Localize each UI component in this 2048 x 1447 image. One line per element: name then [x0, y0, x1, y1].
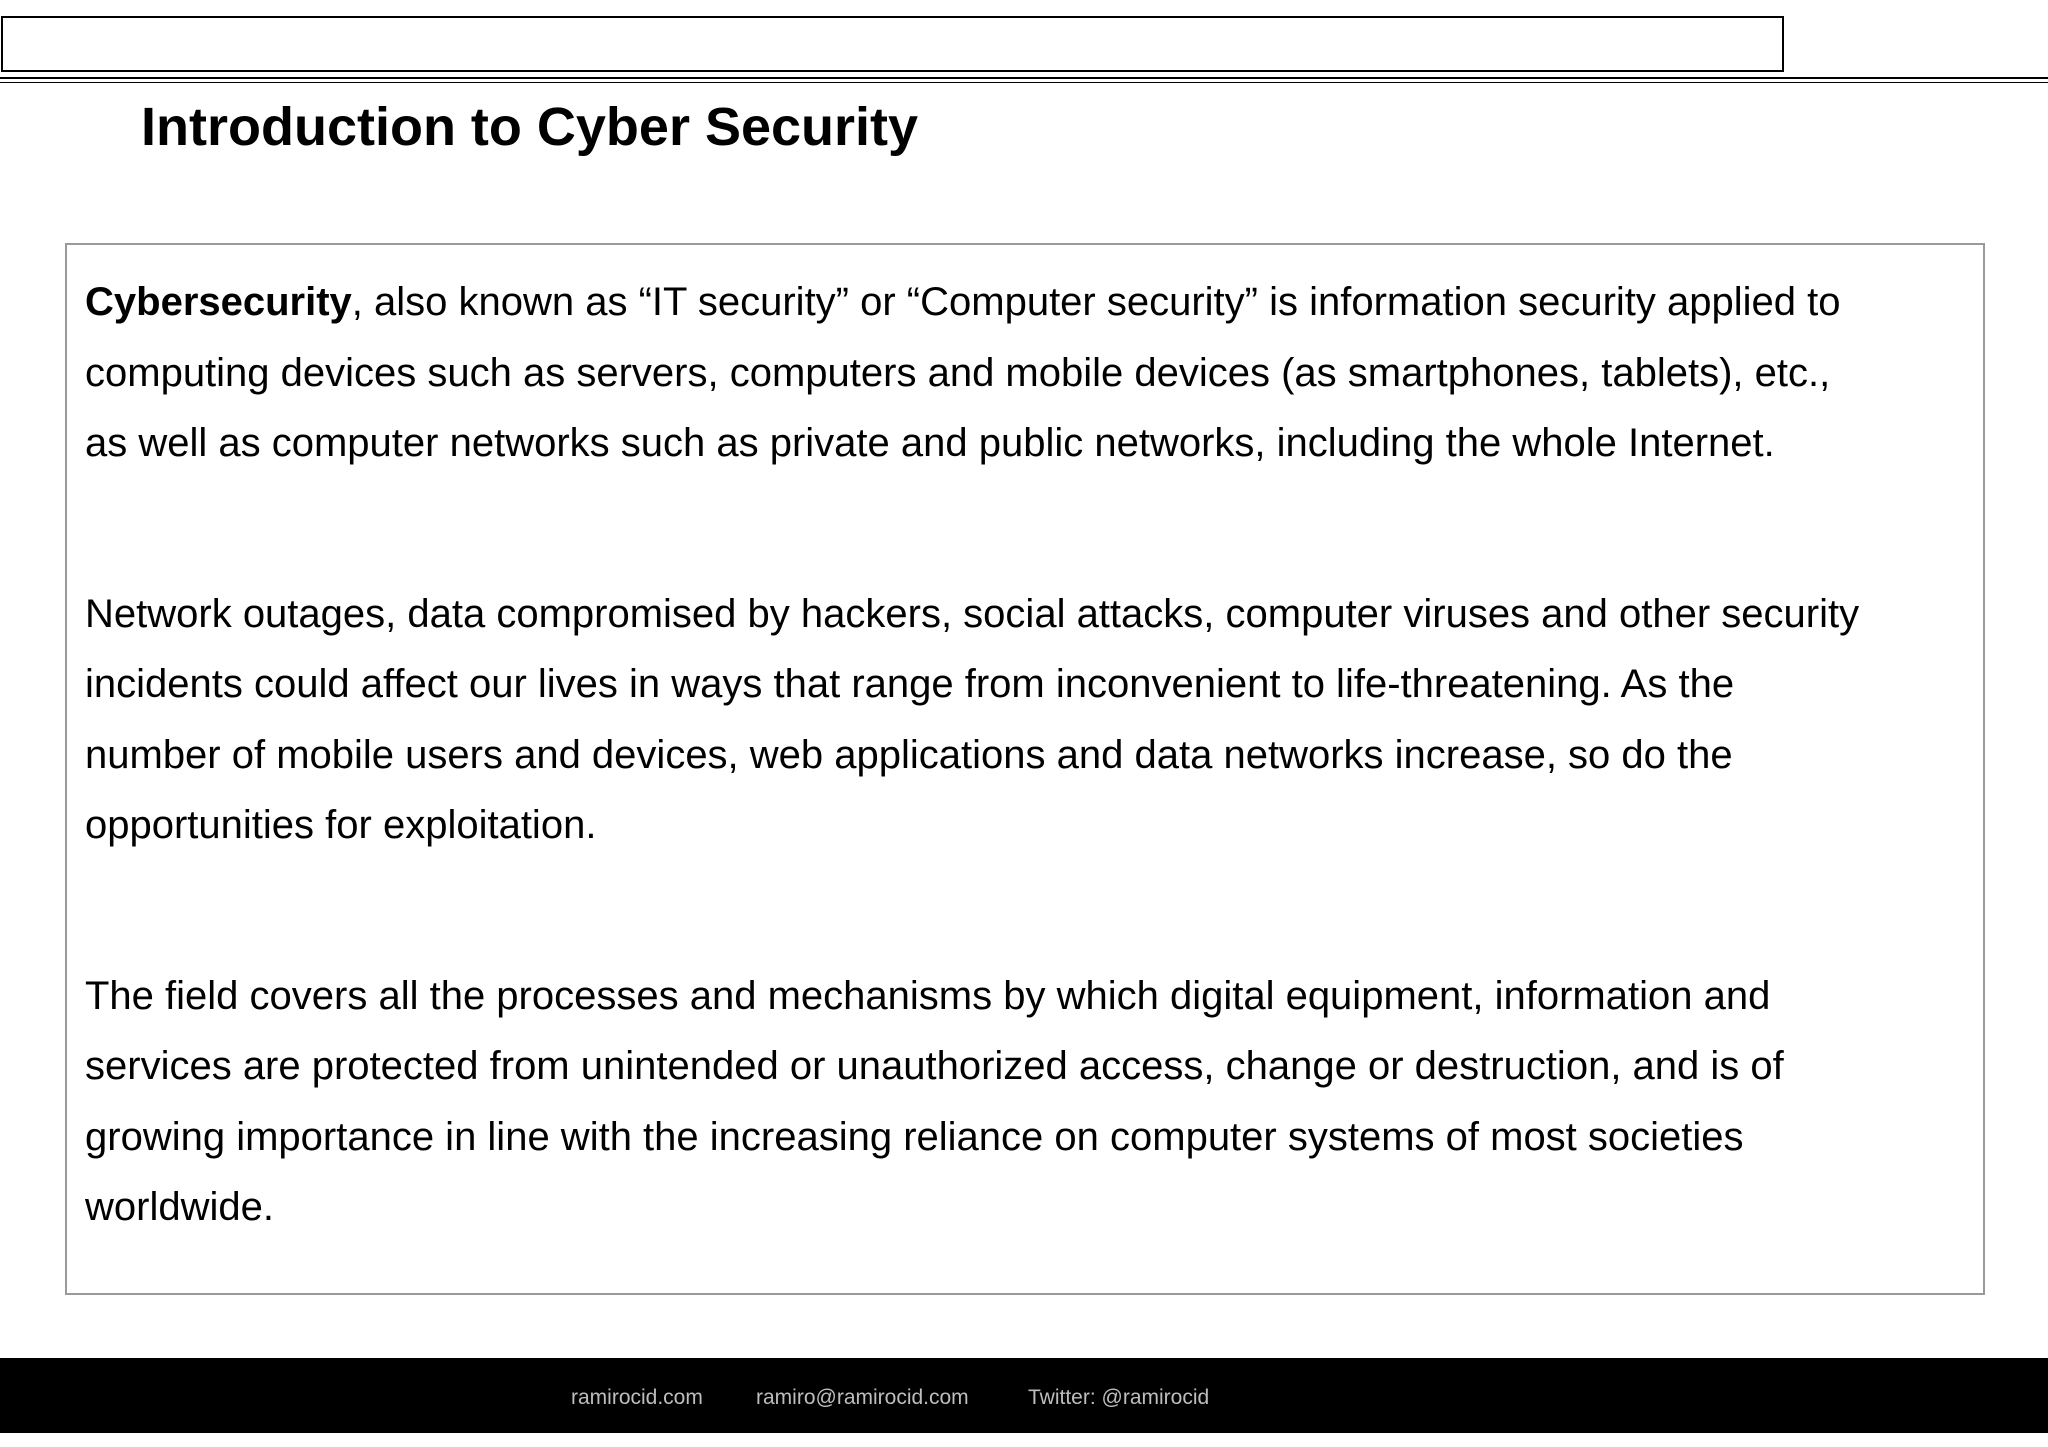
- paragraph-line: services are protected from unintended or unauthorized access, change or destruction, and is of: [85, 1044, 1784, 1088]
- paragraph-definition: [85, 267, 1965, 479]
- paragraph-field: [85, 961, 1965, 1243]
- paragraph-line: computing devices such as servers, computers and mobile devices (as smartphones, tablets), etc.,: [85, 350, 1831, 395]
- header-rule: [0, 77, 2048, 79]
- paragraph-line: The field covers all the processes and mechanisms by which digital equipment, information and: [85, 973, 1771, 1018]
- paragraph-line: , also known as “IT security” or “Computer security” is information security applied to: [351, 280, 1841, 324]
- paragraph-line: worldwide.: [85, 1185, 274, 1229]
- page-title: Introduction to Cyber Security: [141, 97, 919, 157]
- paragraph-line: incidents could affect our lives in ways that range from inconvenient to life-threatening. As the: [85, 662, 1735, 706]
- paragraph-line: as well as computer networks such as private and public networks, including the whole Internet.: [85, 421, 1775, 465]
- footer-twitter: Twitter: @ramirocid: [1028, 1386, 1210, 1409]
- header-rule-thin: [0, 82, 2048, 83]
- paragraph-line: opportunities for exploitation.: [85, 803, 597, 847]
- footer-bar: [0, 1358, 2048, 1433]
- paragraph-line: growing importance in line with the increasing reliance on computer systems of most societies: [85, 1114, 1744, 1159]
- paragraph-threats: [85, 579, 1965, 861]
- paragraph-line: number of mobile users and devices, web applications and data networks increase, so do the: [85, 732, 1733, 777]
- footer-email: ramiro@ramirocid.com: [756, 1386, 969, 1409]
- term-cybersecurity: Cybersecurity: [85, 280, 352, 324]
- footer-website: ramirocid.com: [571, 1386, 703, 1409]
- header-box: [1, 16, 1784, 72]
- paragraph-line: Network outages, data compromised by hackers, social attacks, computer viruses and other security: [85, 591, 1860, 636]
- content-box: [65, 243, 1985, 1295]
